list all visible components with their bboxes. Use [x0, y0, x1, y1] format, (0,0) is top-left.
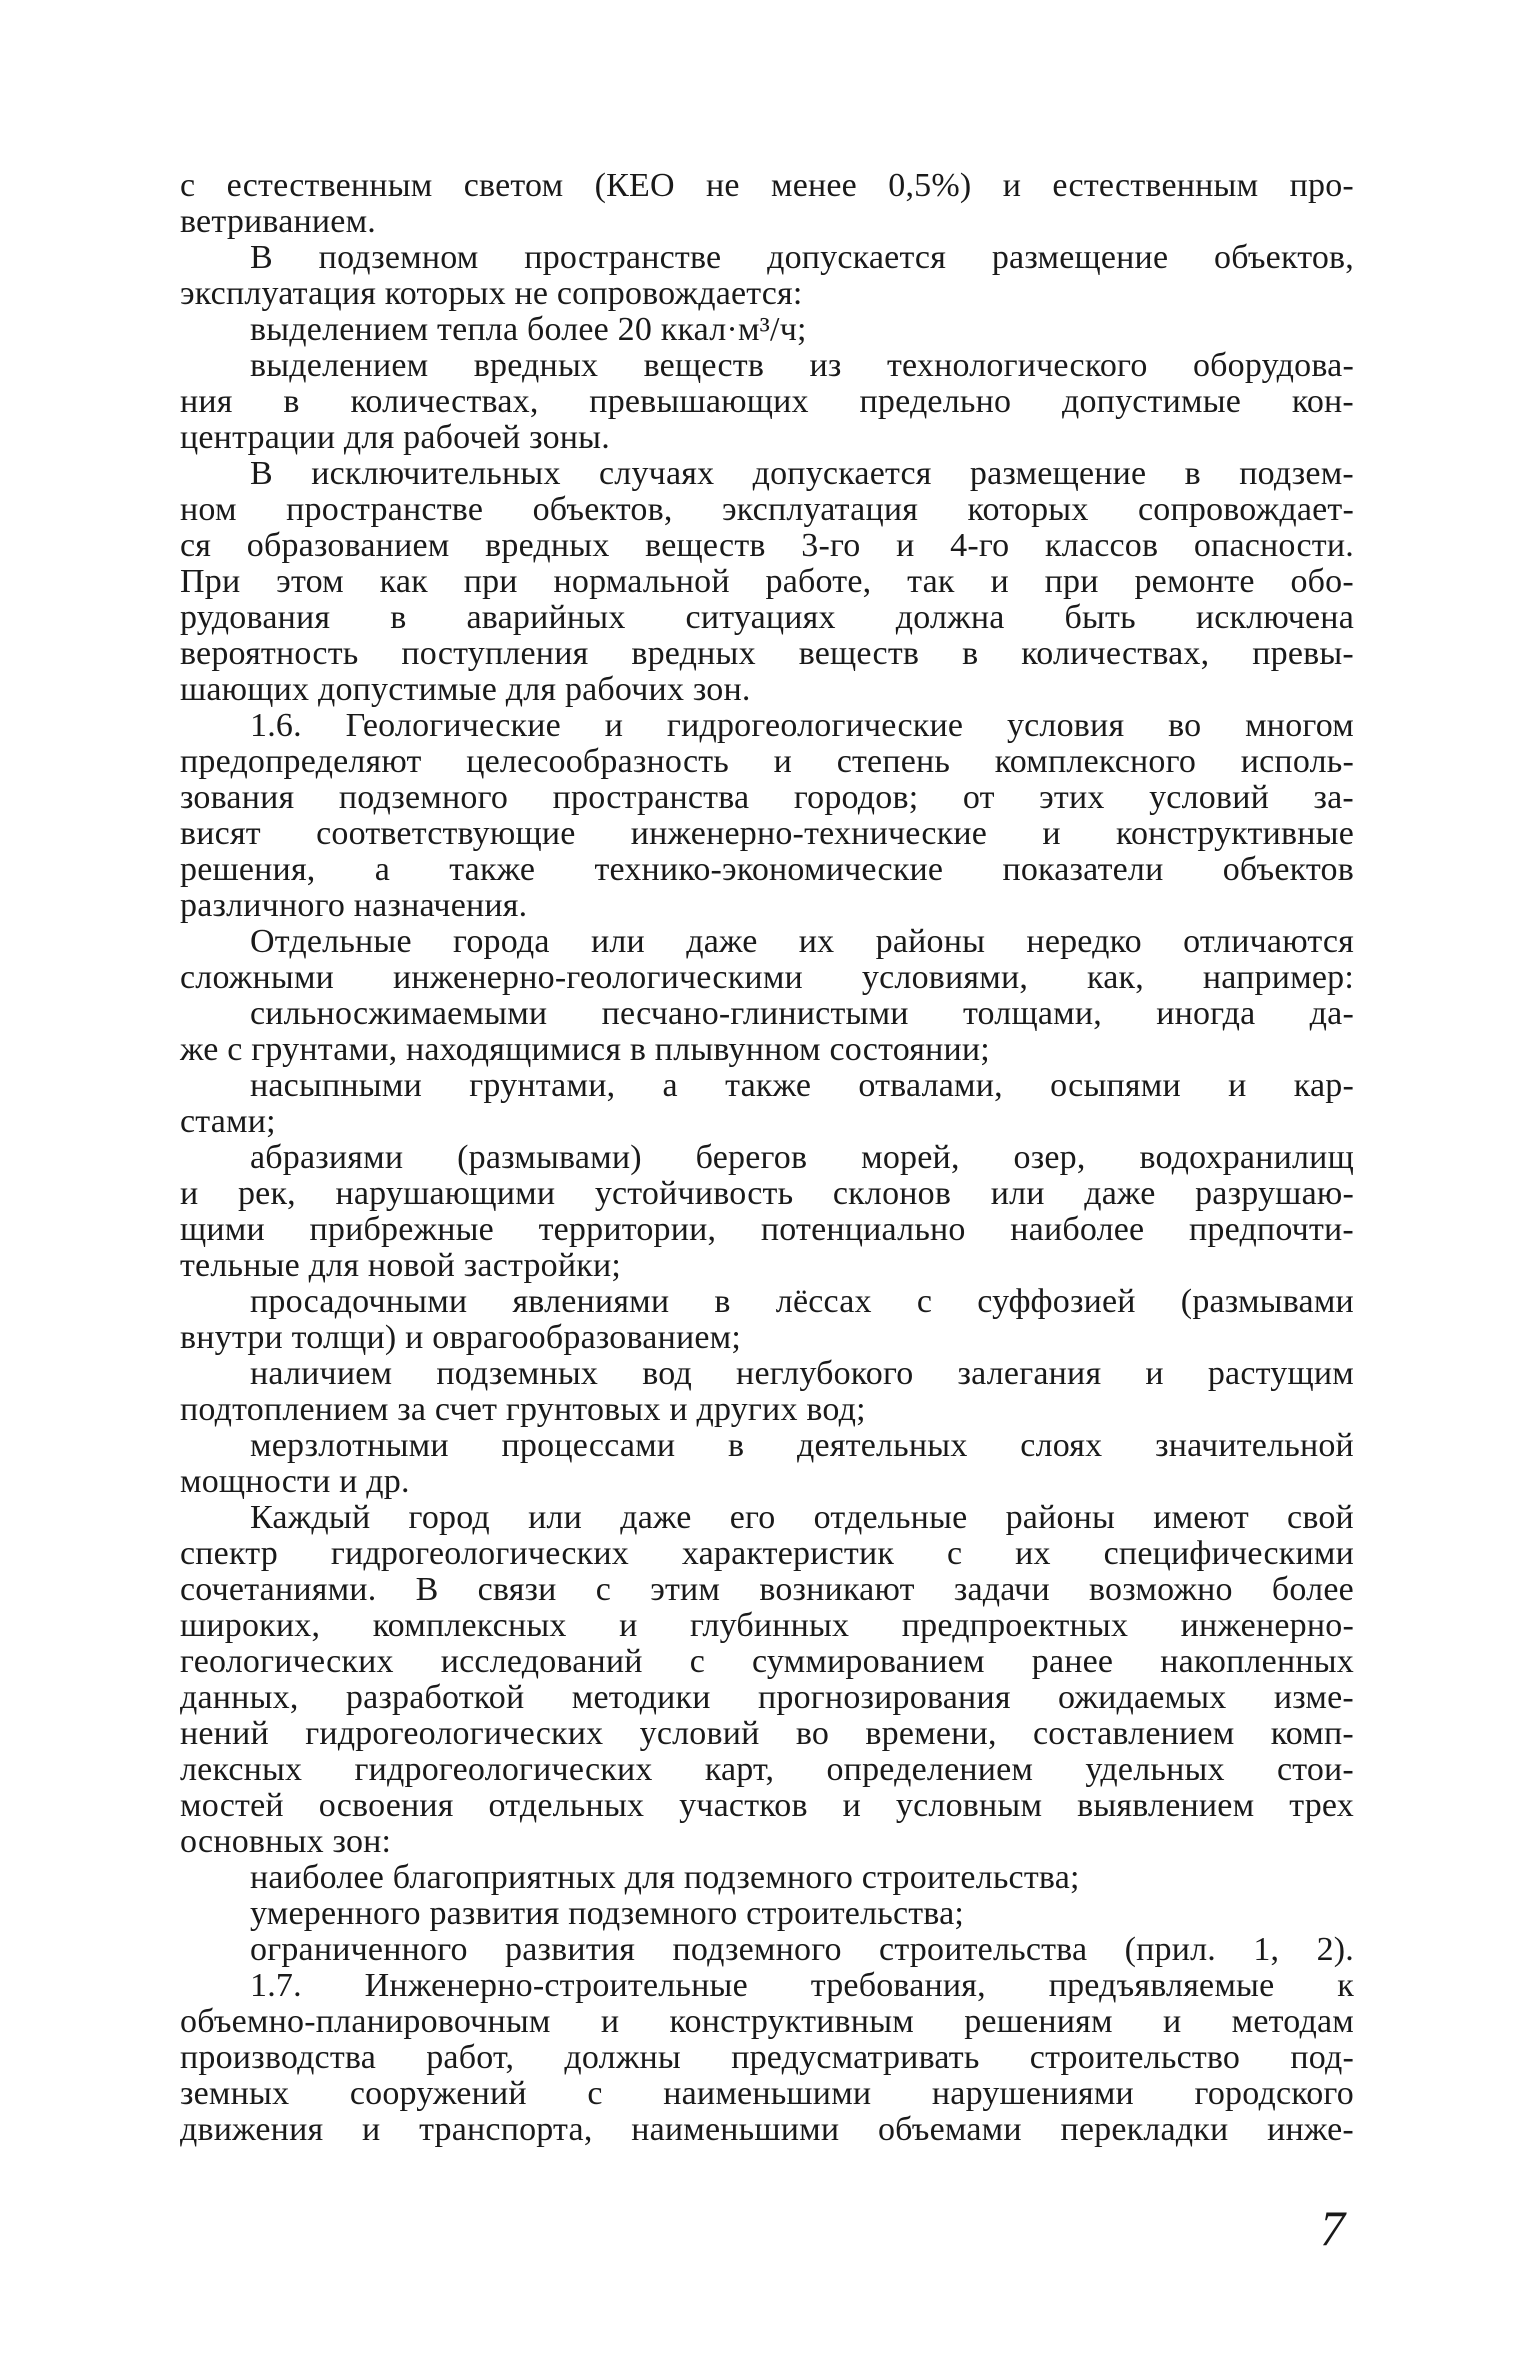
text-line: Отдельные города или даже их районы нередко отличаются: [250, 923, 1354, 960]
text-line: объемно-планировочным и конструктивным решениям и методам: [180, 2003, 1354, 2040]
text-line: различного назначения.: [180, 887, 528, 924]
text-line: ном пространстве объектов, эксплуатация которых сопровождает-: [180, 491, 1354, 528]
text-line: сочетаниями. В связи с этим возникают задачи возможно более: [180, 1571, 1354, 1608]
page-text: [180, 168, 1354, 2148]
text-line: тельные для новой застройки;: [180, 1247, 622, 1284]
text-line: выделением вредных веществ из технологического оборудова-: [250, 347, 1354, 384]
text-line: данных, разработкой методики прогнозирования ожидаемых изме-: [180, 1679, 1354, 1716]
text-line: При этом как при нормальной работе, так и при ремонте обо-: [180, 563, 1354, 600]
text-line: подтоплением за счет грунтовых и других вод;: [180, 1391, 866, 1428]
text-line: мощности и др.: [180, 1463, 410, 1500]
text-line: стами;: [180, 1103, 276, 1140]
text-line: нений гидрогеологических условий во времени, составлением комп-: [180, 1715, 1354, 1752]
text-line: же с грунтами, находящимися в плывунном состоянии;: [180, 1031, 990, 1068]
text-line: лексных гидрогеологических карт, определением удельных стои-: [180, 1751, 1354, 1788]
text-line: ограниченного развития подземного строительства (прил. 1, 2).: [250, 1931, 1354, 1968]
text-line: решения, а также технико-экономические показатели объектов: [180, 851, 1354, 888]
text-line: умеренного развития подземного строительства;: [250, 1895, 965, 1932]
text-line: рудования в аварийных ситуациях должна быть исключена: [180, 599, 1354, 636]
text-line: внутри толщи) и оврагообразованием;: [180, 1319, 742, 1356]
text-line: основных зон:: [180, 1823, 392, 1860]
text-line: абразиями (размывами) берегов морей, озер, водохранилищ: [250, 1139, 1354, 1176]
text-line: предопределяют целесообразность и степень комплексного исполь-: [180, 743, 1354, 780]
text-line: геологических исследований с суммированием ранее накопленных: [180, 1643, 1354, 1680]
text-line: сильносжимаемыми песчано-глинистыми толщами, иногда да-: [250, 995, 1354, 1032]
text-line: В подземном пространстве допускается размещение объектов,: [250, 239, 1354, 276]
text-line: висят соответствующие инженерно-технические и конструктивные: [180, 815, 1354, 852]
text-line: эксплуатация которых не сопровождается:: [180, 275, 803, 312]
text-line: шающих допустимые для рабочих зон.: [180, 671, 751, 708]
text-line: земных сооружений с наименьшими нарушениями городского: [180, 2075, 1354, 2112]
text-line: и рек, нарушающими устойчивость склонов или даже разрушаю-: [180, 1175, 1354, 1212]
text-line: с естественным светом (КЕО не менее 0,5%) и естественным про-: [180, 167, 1354, 204]
text-line: щими прибрежные территории, потенциально наиболее предпочти-: [180, 1211, 1354, 1248]
text-line: мерзлотными процессами в деятельных слоях значительной: [250, 1427, 1354, 1464]
text-line: широких, комплексных и глубинных предпроектных инженерно-: [180, 1607, 1354, 1644]
text-line: насыпными грунтами, а также отвалами, осыпями и кар-: [250, 1067, 1354, 1104]
text-line: выделением тепла более 20 ккал·м³/ч;: [250, 311, 807, 348]
page-number: 7: [1320, 2200, 1345, 2256]
text-line: Каждый город или даже его отдельные районы имеют свой: [250, 1499, 1354, 1536]
text-line: ветриванием.: [180, 203, 377, 240]
text-line: ния в количествах, превышающих предельно допустимые кон-: [180, 383, 1354, 420]
text-line: сложными инженерно-геологическими условиями, как, например:: [180, 959, 1354, 996]
text-line: наиболее благоприятных для подземного строительства;: [250, 1859, 1080, 1896]
text-line: движения и транспорта, наименьшими объемами перекладки инже-: [180, 2111, 1354, 2148]
text-line: В исключительных случаях допускается размещение в подзем-: [250, 455, 1354, 492]
text-line: вероятность поступления вредных веществ в количествах, превы-: [180, 635, 1354, 672]
text-line: мостей освоения отдельных участков и условным выявлением трех: [180, 1787, 1354, 1824]
text-line: производства работ, должны предусматривать строительство под-: [180, 2039, 1354, 2076]
text-line: просадочными явлениями в лёссах с суффозией (размывами: [250, 1283, 1354, 1320]
text-line: 1.6. Геологические и гидрогеологические условия во многом: [250, 707, 1354, 744]
text-line: 1.7. Инженерно-строительные требования, предъявляемые к: [250, 1967, 1354, 2004]
text-line: ся образованием вредных веществ 3-го и 4-го классов опасности.: [180, 527, 1354, 564]
text-line: зования подземного пространства городов; от этих условий за-: [180, 779, 1354, 816]
text-line: спектр гидрогеологических характеристик с их специфическими: [180, 1535, 1354, 1572]
text-line: наличием подземных вод неглубокого залегания и растущим: [250, 1355, 1354, 1392]
text-line: центрации для рабочей зоны.: [180, 419, 610, 456]
